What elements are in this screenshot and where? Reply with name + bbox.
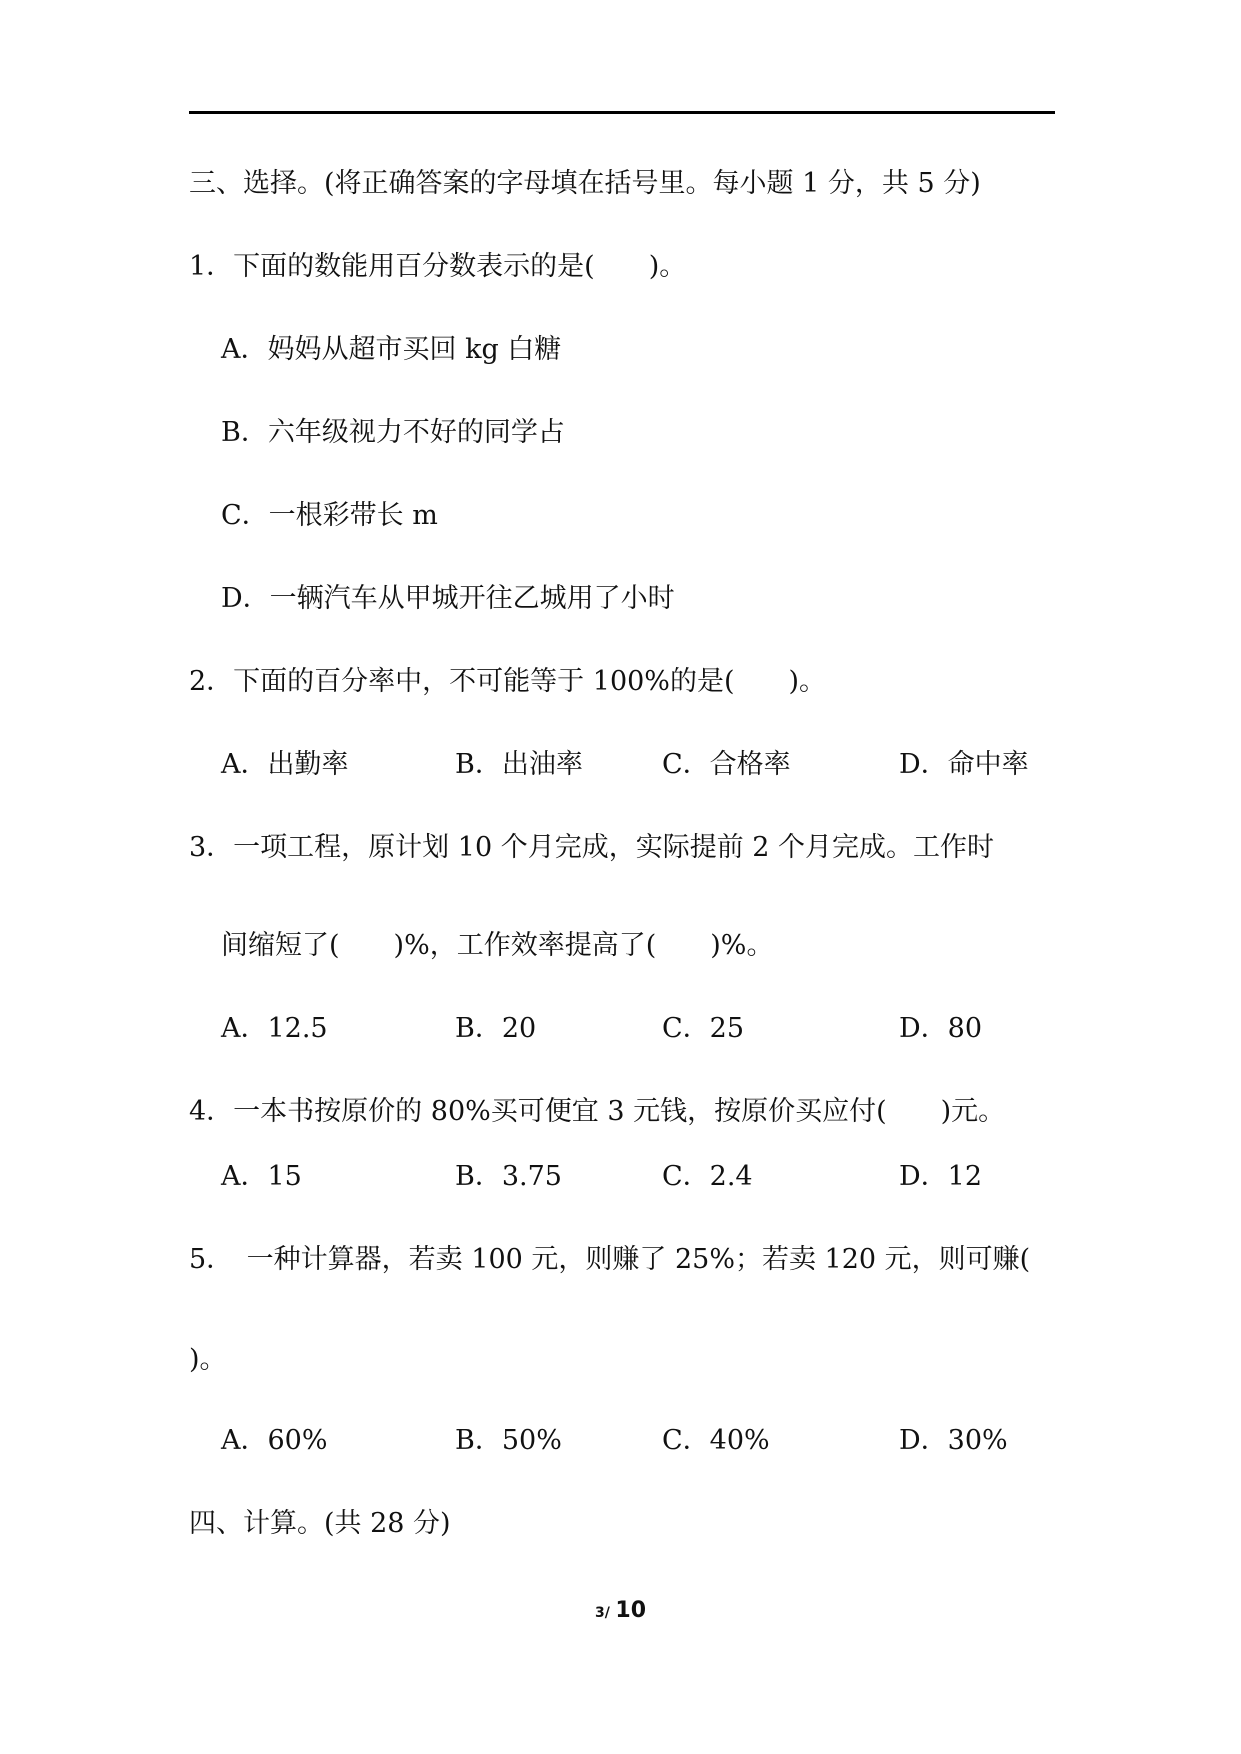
question-5-option-a: A．60% xyxy=(221,1425,328,1456)
question-2-option-c: C．合格率 xyxy=(662,749,791,780)
question-3-option-c: C．25 xyxy=(662,1013,745,1044)
question-3-option-b: B．20 xyxy=(455,1013,537,1044)
question-5-option-d: D．30% xyxy=(899,1425,1008,1456)
header-rule xyxy=(189,111,1055,114)
question-1-option-d: D．一辆汽车从甲城开往乙城用了小时 xyxy=(221,583,675,614)
question-5-option-c: C．40% xyxy=(662,1425,770,1456)
question-4-option-a: A．15 xyxy=(221,1161,302,1192)
page-current: 3/ xyxy=(594,1605,610,1621)
question-3-stem-line-1: 3．一项工程，原计划 10 个月完成，实际提前 2 个月完成。工作时 xyxy=(189,832,995,863)
page-number xyxy=(0,1598,1241,1623)
question-4-option-d: D．12 xyxy=(899,1161,983,1192)
section-4-title: 四、计算。(共 28 分) xyxy=(189,1508,451,1539)
question-1-option-b: B．六年级视力不好的同学占 xyxy=(221,417,565,448)
question-5-option-b: B．50% xyxy=(455,1425,562,1456)
question-1-option-a: A．妈妈从超市买回 kg 白糖 xyxy=(221,334,562,365)
section-3-title: 三、选择。(将正确答案的字母填在括号里。每小题 1 分，共 5 分) xyxy=(189,168,981,199)
question-2-option-a: A．出勤率 xyxy=(221,749,349,780)
question-1-option-c: C．一根彩带长 m xyxy=(221,500,438,531)
question-4-option-b: B．3.75 xyxy=(455,1161,562,1192)
question-4-stem: 4．一本书按原价的 80%买可便宜 3 元钱，按原价买应付( )元。 xyxy=(189,1096,1006,1127)
question-2-option-d: D．命中率 xyxy=(899,749,1029,780)
question-3-stem-line-2: 间缩短了( )%，工作效率提高了( )%。 xyxy=(221,930,774,961)
question-3-option-a: A．12.5 xyxy=(221,1013,328,1044)
question-3-option-d: D．80 xyxy=(899,1013,983,1044)
question-5-stem-line-2: )。 xyxy=(189,1344,227,1375)
question-2-stem: 2．下面的百分率中，不可能等于 100%的是( )。 xyxy=(189,666,827,697)
page-total: 10 xyxy=(615,1598,647,1623)
question-2-option-b: B．出油率 xyxy=(455,749,583,780)
question-4-option-c: C．2.4 xyxy=(662,1161,753,1192)
question-5-stem-line-1: 5． 一种计算器，若卖 100 元，则赚了 25%；若卖 120 元，则可赚( xyxy=(189,1244,1031,1275)
question-1-stem: 1．下面的数能用百分数表示的是( )。 xyxy=(189,251,687,282)
